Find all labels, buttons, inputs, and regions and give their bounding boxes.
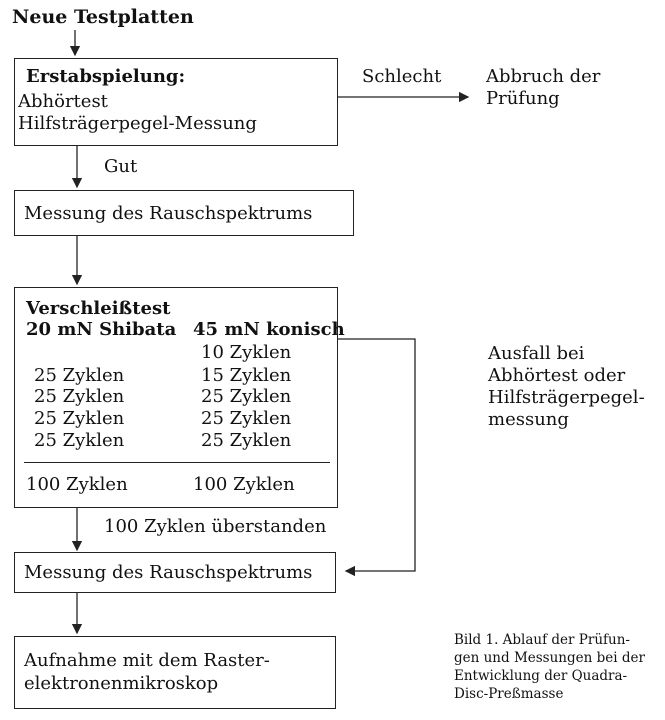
caption-line-3: Entwicklung der Quadra- [454,668,628,684]
wear-col2-header: 45 mN konisch [193,319,345,340]
arrow-ausfall-path [338,339,415,571]
box5-line-1: Aufnahme mit dem Raster- [24,650,270,671]
box2-text: Messung des Rauschspektrums [24,203,313,224]
wear-col1-value: 25 Zyklen [34,365,125,386]
label-schlecht: Schlecht [362,66,442,87]
wear-col2-value: 15 Zyklen [201,365,292,386]
ausfall-line-3: Hilfsträgerpegel- [488,387,645,408]
wear-col1-value: 25 Zyklen [34,408,125,429]
label-gut: Gut [104,156,138,177]
wear-col2-value: 10 Zyklen [201,342,292,363]
box1-heading: Erstabspielung: [26,66,186,87]
ausfall-line-1: Ausfall bei [488,343,585,364]
caption-line-1: Bild 1. Ablauf der Prüfun- [454,632,630,648]
ausfall-line-2: Abhörtest oder [488,365,626,386]
wear-col1-total: 100 Zyklen [26,474,128,495]
box4-text: Messung des Rauschspektrums [24,562,313,583]
wear-divider [24,462,330,463]
caption-line-4: Disc-Preßmasse [454,686,564,702]
abbruch-line-1: Abbruch der [486,66,601,87]
wear-col1-value: 25 Zyklen [34,386,125,407]
wear-col1-value: 25 Zyklen [34,430,125,451]
wear-col2-total: 100 Zyklen [193,474,295,495]
wear-col2-value: 25 Zyklen [201,408,292,429]
caption-line-2: gen und Messungen bei der [454,650,645,666]
wear-col2-value: 25 Zyklen [201,386,292,407]
box5-line-2: elektronenmikroskop [24,673,219,694]
abbruch-line-2: Prüfung [486,88,560,109]
ausfall-line-4: messung [488,409,569,430]
wear-col1-header: 20 mN Shibata [26,319,177,340]
box1-line-1: Abhörtest [18,91,108,112]
wear-heading: Verschleißtest [26,298,171,319]
label-ueberstanden: 100 Zyklen überstanden [104,516,327,537]
wear-col2-value: 25 Zyklen [201,430,292,451]
box1-line-2: Hilfsträgerpegel-Messung [18,113,257,134]
title-neue-testplatten: Neue Testplatten [12,6,194,28]
